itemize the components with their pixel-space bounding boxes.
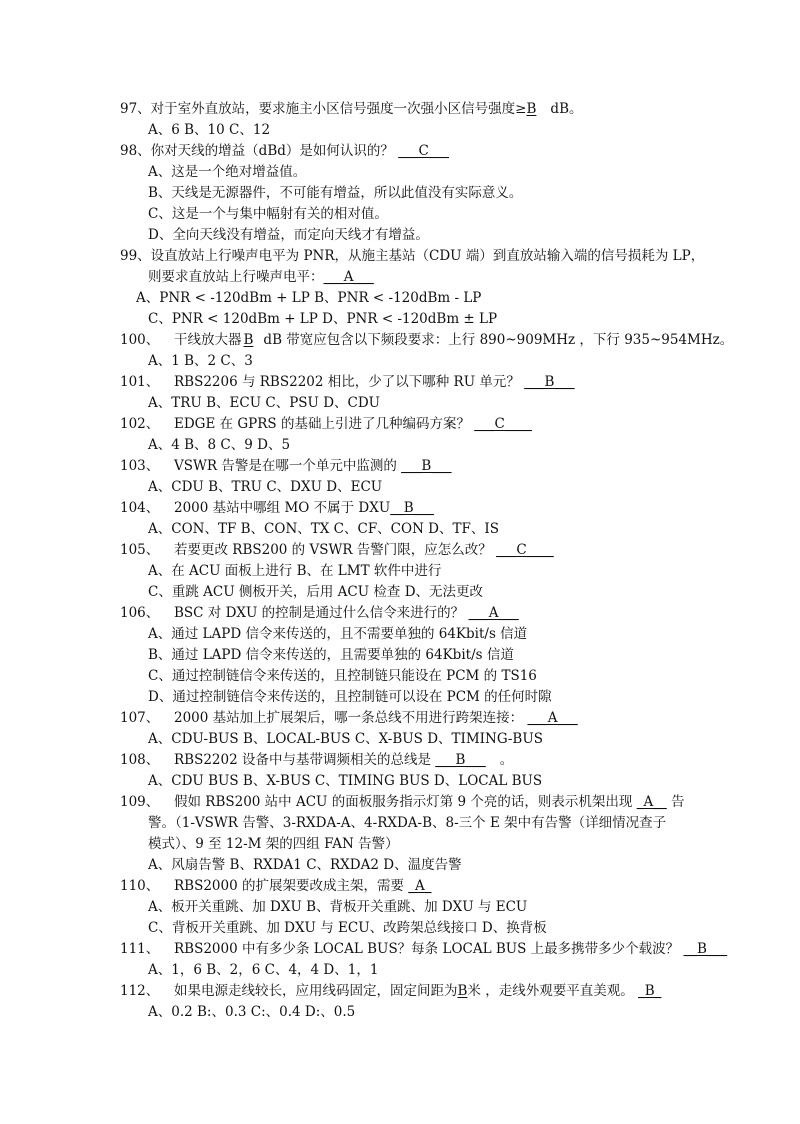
question-97 <box>120 99 760 120</box>
question-109-stem-2: 警。（1-VSWR 告警、3-RXDA-A、4-RXDA-B、8-三个 E 架中有告警（详细情况查子 <box>148 815 667 831</box>
question-106-option-d: D、通过控制链信令来传送的，且控制链可以设在 PCM 的任何时隙 <box>148 689 552 705</box>
question-111-number: 111、 <box>120 941 160 957</box>
question-106-option-b: B、通过 LAPD 信令来传送的，且需要单独的 64Kbit/s 信道 <box>148 647 514 663</box>
question-105 <box>120 540 760 561</box>
question-106-option-a: A、通过 LAPD 信令来传送的，且不需要单独的 64Kbit/s 信道 <box>148 626 528 642</box>
question-105-answer: ___C____ <box>496 542 554 558</box>
question-103-number: 103、 <box>120 458 160 474</box>
question-106-option-c: C、通过控制链信令来传送的，且控制链只能设在 PCM 的 TS16 <box>148 668 537 684</box>
question-109 <box>120 792 760 813</box>
question-101-options: A、TRU B、ECU C、PSU D、CDU <box>148 395 381 411</box>
question-99-options-cd: C、PNR < 120dBm + LP D、PNR < -120dBm ± LP <box>148 311 498 327</box>
question-104-stem: 2000 基站中哪组 MO 不属于 DXU <box>174 500 391 516</box>
question-103-options: A、CDU B、TRU C、DXU D、ECU <box>148 479 383 495</box>
question-101-stem: RBS2206 与 RBS2202 相比，少了以下哪种 RU 单元？ <box>174 374 520 390</box>
question-110-answer: _A_ <box>408 878 432 894</box>
question-97-answer: B <box>526 101 537 117</box>
question-98 <box>120 141 760 162</box>
question-98-option-b: B、天线是无源器件，不可能有增益，所以此值没有实际意义。 <box>148 185 523 201</box>
question-111-answer: __B___ <box>683 941 728 957</box>
question-98-option-d: D、全向天线没有增益，而定向天线才有增益。 <box>148 227 429 243</box>
question-103-answer: ___B___ <box>401 458 452 474</box>
question-101 <box>120 372 760 393</box>
question-101-number: 101、 <box>120 374 160 390</box>
question-112-stem-end: 米 ，走线外观要平直美观。 <box>467 983 634 999</box>
question-97-stem-end: dB。 <box>550 101 583 117</box>
question-106-number: 106、 <box>120 605 160 621</box>
question-98-option-c: C、这是一个与集中幅射有关的相对值。 <box>148 206 388 222</box>
question-108 <box>120 750 760 771</box>
question-106-answer: ___A___ <box>468 605 519 621</box>
question-108-answer: ___B___ <box>435 752 486 768</box>
question-105-options-cd: C、重跳 ACU 侧板开关，后用 ACU 检查 D、无法更改 <box>148 584 484 600</box>
question-112-options: A、0.2 B:、0.3 C:、0.4 D:、0.5 <box>148 1004 356 1020</box>
question-98-stem: 98、你对天线的增益（dBd）是如何认识的？ <box>120 143 394 159</box>
question-111 <box>120 939 760 960</box>
question-101-answer: ___B___ <box>524 374 575 390</box>
question-99-options-ab: A、PNR < -120dBm + LP B、PNR < -120dBm - LP <box>136 290 482 306</box>
question-98-answer: ___C___ <box>398 143 450 159</box>
question-97-options: A、6 B、10 C、12 <box>148 122 271 138</box>
question-112-answer-2: _B_ <box>638 983 662 999</box>
question-112-answer: B <box>457 983 468 999</box>
question-105-options-ab: A、在 ACU 面板上进行 B、在 LMT 软件中进行 <box>148 563 442 579</box>
question-110 <box>120 876 760 897</box>
question-100-stem-end: dB 带宽应包含以下频段要求：上行 890~909MHz ，下行 935~954MHz。 <box>263 332 734 348</box>
question-110-number: 110、 <box>120 878 160 894</box>
question-106-stem: BSC 对 DXU 的控制是通过什么信令来进行的？ <box>174 605 465 621</box>
question-107-options: A、CDU-BUS B、LOCAL-BUS C、X-BUS D、TIMING-BUS <box>148 731 543 747</box>
question-109-stem-3: 模式）、9 至 12-M 架的四组 FAN 告警） <box>148 836 399 852</box>
question-109-number: 109、 <box>120 794 160 810</box>
question-106 <box>120 603 760 624</box>
question-100-stem: 干线放大器 <box>174 332 242 348</box>
question-108-number: 108、 <box>120 752 160 768</box>
question-98-option-a: A、这是一个绝对增益值。 <box>148 164 307 180</box>
question-99-stem: 99、设直放站上行噪声电平为 PNR，从施主基站（CDU 端）到直放站输入端的信号损耗为 LP， <box>120 248 705 264</box>
question-107 <box>120 708 760 729</box>
question-104-options: A、CON、TF B、CON、TX C、CF、CON D、TF、IS <box>148 521 499 537</box>
question-107-number: 107、 <box>120 710 160 726</box>
question-104-number: 104、 <box>120 500 160 516</box>
question-110-options-cd: C、背板开关重跳、加 DXU 与 ECU、改跨架总线接口 D、换背板 <box>148 920 547 936</box>
question-97-stem: 97、对于室外直放站，要求施主小区信号强度一次强小区信号强度≥ <box>120 101 527 117</box>
question-103-stem: VSWR 告警是在哪一个单元中监测的 <box>174 458 397 474</box>
question-107-stem: 2000 基站加上扩展架后，哪一条总线不用进行跨架连接： <box>174 710 524 726</box>
question-112 <box>120 981 760 1002</box>
question-109-stem-end: 告 <box>671 794 685 810</box>
question-107-answer: ___A___ <box>527 710 578 726</box>
question-108-stem: RBS2202 设备中与基带调频相关的总线是 <box>174 752 431 768</box>
question-100 <box>120 330 760 351</box>
question-104 <box>120 498 760 519</box>
question-102-stem: EDGE 在 GPRS 的基础上引进了几种编码方案？ <box>174 416 470 432</box>
question-102-number: 102、 <box>120 416 160 432</box>
question-109-answer: _A__ <box>636 794 667 810</box>
question-99-stem-2 <box>148 267 760 288</box>
question-100-number: 100、 <box>120 332 160 348</box>
question-105-number: 105、 <box>120 542 160 558</box>
question-110-stem: RBS2000 的扩展架要改成主架，需要 <box>174 878 404 894</box>
question-112-number: 112、 <box>120 983 160 999</box>
question-104-answer: __B___ <box>390 500 434 516</box>
question-105-stem: 若要更改 RBS200 的 VSWR 告警门限，应怎么改？ <box>174 542 492 558</box>
question-99-answer: ___A___ <box>323 269 374 285</box>
question-108-stem-end: 。 <box>499 752 514 768</box>
question-102-answer: ___C____ <box>474 416 532 432</box>
question-109-stem: 假如 RBS200 站中 ACU 的面板服务指示灯第 9 个亮的话，则表示机架出现 <box>174 794 633 810</box>
question-108-options: A、CDU BUS B、X-BUS C、TIMING BUS D、LOCAL BUS <box>148 773 543 789</box>
question-102-options: A、4 B、8 C、9 D、5 <box>148 437 291 453</box>
question-111-options: A、1，6 B、2，6 C、4，4 D、1，1 <box>148 962 379 978</box>
question-99-stem-2-text: 则要求直放站上行噪声电平： <box>148 269 324 285</box>
question-102 <box>120 414 760 435</box>
question-112-stem: 如果电源走线较长，应用线码固定，固定间距为 <box>174 983 458 999</box>
question-111-stem: RBS2000 中有多少条 LOCAL BUS？每条 LOCAL BUS 上最多携带多少个载波？ <box>174 941 680 957</box>
question-103 <box>120 456 760 477</box>
question-100-options: A、1 B、2 C、3 <box>148 353 253 369</box>
question-110-options-ab: A、板开关重跳、加 DXU B、背板开关重跳、加 DXU 与 ECU <box>148 899 528 915</box>
question-100-answer: B <box>243 332 254 348</box>
question-109-options: A、风扇告警 B、RXDA1 C、RXDA2 D、温度告警 <box>148 857 462 873</box>
